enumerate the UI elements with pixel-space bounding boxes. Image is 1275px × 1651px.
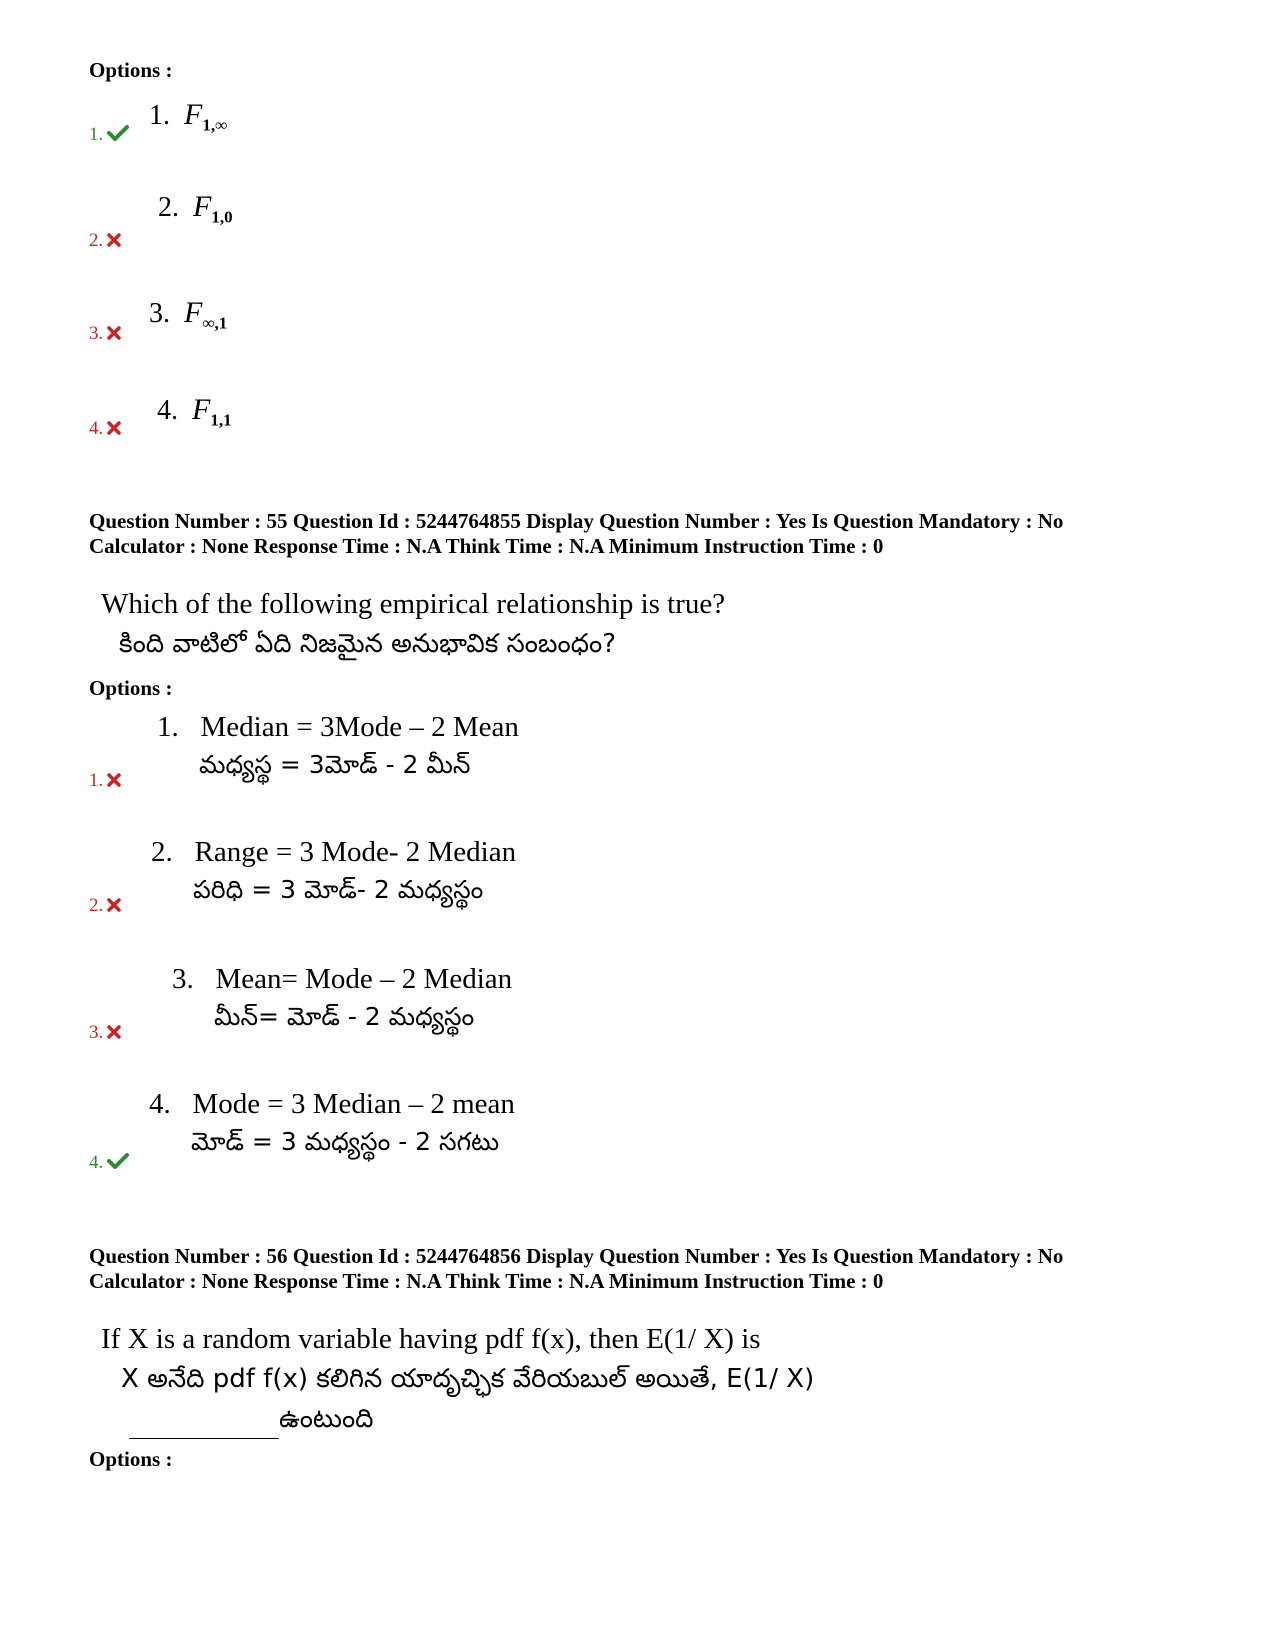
question-text-english: If X is a random variable having pdf f(x), then E(1/ X) is bbox=[101, 1323, 761, 1355]
option-number: 2. bbox=[89, 230, 104, 251]
options-label: Options : bbox=[89, 1447, 173, 1471]
option-formula bbox=[157, 393, 232, 431]
option-marker bbox=[89, 230, 121, 253]
option-marker bbox=[89, 124, 129, 147]
option-marker bbox=[89, 1022, 121, 1045]
cross-mark-icon bbox=[107, 771, 121, 793]
option-marker bbox=[89, 1152, 129, 1175]
option-formula bbox=[149, 98, 227, 136]
option-formula bbox=[158, 190, 233, 228]
question-text bbox=[101, 584, 725, 664]
question-text-telugu-end-line bbox=[101, 1399, 814, 1439]
option-text-telugu: మోడ్ = 3 మధ్యస్థం - 2 సగటు bbox=[191, 1127, 500, 1156]
question-meta bbox=[89, 509, 1063, 559]
cross-mark-icon bbox=[107, 231, 121, 253]
option-number: 1. bbox=[89, 124, 104, 145]
question-meta bbox=[89, 1244, 1063, 1294]
cross-mark-icon bbox=[107, 896, 121, 918]
formula-symbol: F bbox=[192, 393, 211, 426]
cross-mark-icon bbox=[107, 1023, 121, 1045]
option-number: 4. bbox=[89, 418, 104, 439]
option-marker bbox=[89, 895, 121, 918]
formula-subscript: 1,0 bbox=[211, 207, 233, 227]
answer-blank bbox=[129, 1412, 279, 1439]
option-number: 3. bbox=[89, 323, 104, 344]
option-inner-number: 3. bbox=[149, 298, 170, 329]
option-content bbox=[157, 708, 519, 784]
check-mark-icon bbox=[107, 125, 129, 147]
formula-symbol: F bbox=[184, 98, 203, 131]
question-text-english: Which of the following empirical relationship is true? bbox=[101, 588, 726, 620]
option-number: 2. bbox=[89, 895, 104, 916]
option-text-english: Mean= Mode – 2 Median bbox=[215, 963, 513, 995]
option-number: 3. bbox=[89, 1022, 104, 1043]
question-text bbox=[101, 1319, 814, 1439]
question-meta-line1: Question Number : 56 Question Id : 5244764856 Display Question Number : Yes Is Question Mandatory : No bbox=[89, 1244, 1064, 1268]
formula-symbol: F bbox=[193, 190, 212, 223]
option-inner-number: 1. bbox=[157, 711, 179, 743]
option-inner-number: 4. bbox=[157, 395, 178, 426]
formula-subscript: 1,1 bbox=[210, 410, 232, 430]
option-number: 1. bbox=[89, 770, 104, 791]
question-meta-line1: Question Number : 55 Question Id : 5244764855 Display Question Number : Yes Is Question Mandatory : No bbox=[89, 509, 1064, 533]
formula-subscript: 1,∞ bbox=[202, 115, 228, 135]
option-inner-number: 2. bbox=[151, 836, 173, 868]
option-text-english: Range = 3 Mode- 2 Median bbox=[194, 836, 517, 868]
question-meta-line2: Calculator : None Response Time : N.A Think Time : N.A Minimum Instruction Time : 0 bbox=[89, 1269, 884, 1293]
option-formula bbox=[149, 296, 227, 334]
option-marker bbox=[89, 418, 121, 441]
options-label: Options : bbox=[89, 676, 173, 700]
cross-mark-icon bbox=[107, 419, 121, 441]
option-content bbox=[172, 960, 512, 1036]
question-text-telugu: కింది వాటిలో ఏది నిజమైన అనుభావిక సంబంధం? bbox=[119, 629, 616, 659]
check-mark-icon bbox=[107, 1153, 129, 1175]
question-text-telugu-end: ఉంటుంది bbox=[279, 1404, 374, 1434]
formula-subscript: ∞,1 bbox=[202, 313, 228, 333]
option-number: 4. bbox=[89, 1152, 104, 1173]
option-inner-number: 1. bbox=[149, 100, 170, 131]
formula-symbol: F bbox=[184, 296, 203, 329]
option-text-english: Mode = 3 Median – 2 mean bbox=[192, 1088, 515, 1120]
question-text-telugu: X అనేది pdf f(x) కలిగిన యాదృచ్ఛిక వేరియబుల్ అయితే, E(1/ X) bbox=[121, 1364, 815, 1394]
options-label: Options : bbox=[89, 58, 173, 82]
option-marker bbox=[89, 770, 121, 793]
option-inner-number: 4. bbox=[149, 1088, 171, 1120]
option-inner-number: 3. bbox=[172, 963, 194, 995]
option-text-telugu: పరిధి = 3 మోడ్- 2 మధ్యస్థం bbox=[193, 875, 484, 904]
option-content bbox=[149, 1085, 515, 1161]
question-meta-line2: Calculator : None Response Time : N.A Think Time : N.A Minimum Instruction Time : 0 bbox=[89, 534, 884, 558]
cross-mark-icon bbox=[107, 324, 121, 346]
option-text-telugu: మీన్= మోడ్ - 2 మధ్యస్థం bbox=[214, 1002, 475, 1031]
option-content bbox=[151, 833, 516, 909]
option-text-english: Median = 3Mode – 2 Mean bbox=[200, 711, 519, 743]
option-inner-number: 2. bbox=[158, 192, 179, 223]
option-marker bbox=[89, 323, 121, 346]
option-text-telugu: మధ్యస్థ = 3మోడ్ - 2 మీన్ bbox=[199, 750, 471, 779]
